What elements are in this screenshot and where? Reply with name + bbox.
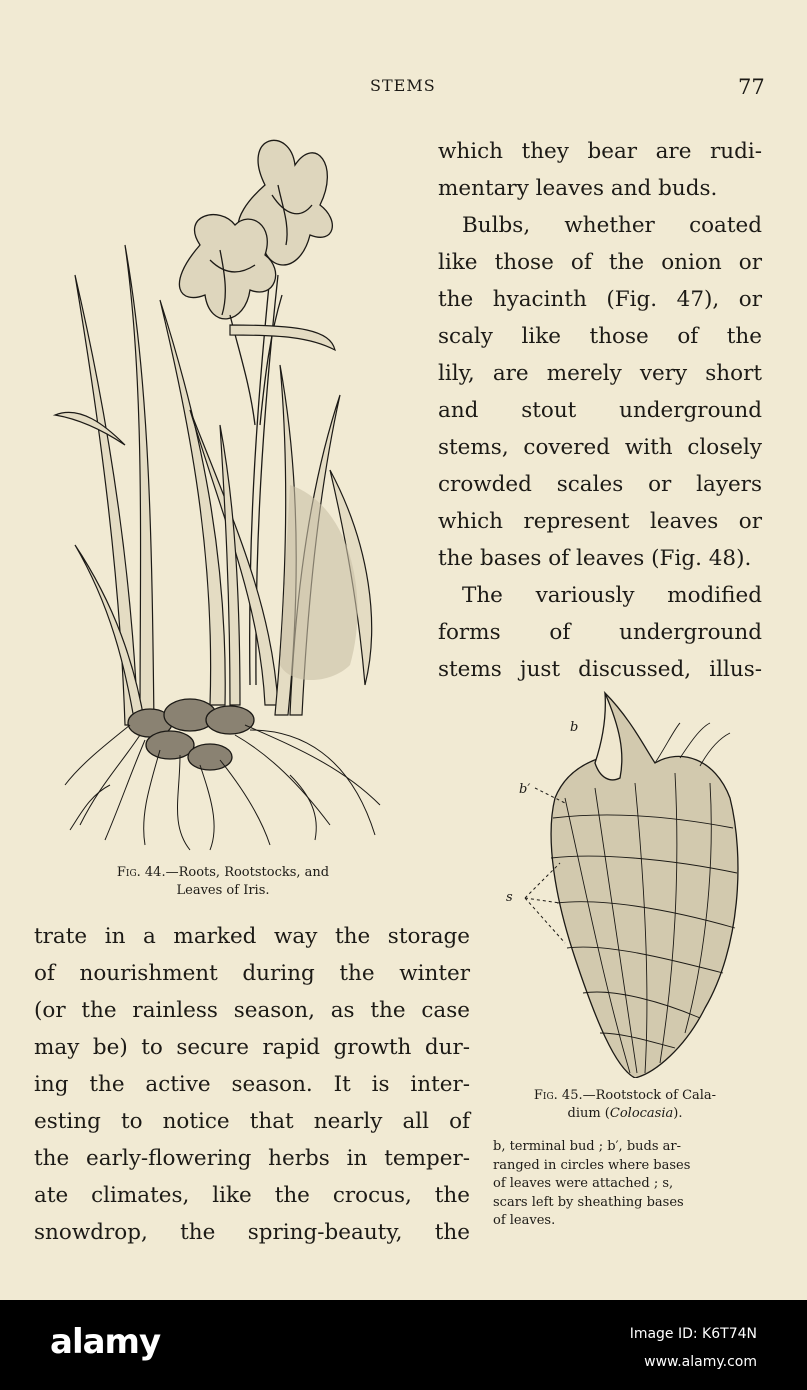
label-s: s [506,890,513,905]
figure-45-caption [495,1087,755,1123]
text-line: mentary leaves and buds. [438,176,718,201]
figure-44-caption-line2: Leaves of Iris. [176,883,270,898]
text-line: Bulbs, whether coated [462,213,762,238]
figure-44-label: Fig. 44. [116,865,166,880]
figure-44-caption-line1: —Roots, Rootstocks, and [165,865,330,880]
figure-45-legend [493,1138,755,1231]
text-line: crowded scales or layers [438,472,762,497]
text-line: like those of the onion or [438,250,762,275]
label-b: b [570,720,579,735]
text-line: and stout underground [438,398,762,423]
running-header [0,76,807,102]
text-line: stems, covered with closely [438,435,762,460]
figure-45-label: Fig. 45. [533,1088,583,1103]
legend-line: scars left by sheathing bases [493,1194,684,1210]
page-number: 77 [738,75,765,99]
text-line: the hyacinth (Fig. 47), or [438,287,762,312]
legend-line: of leaves. [493,1213,556,1228]
text-line: of nourishment during the winter [34,961,470,986]
stock-watermark-bar [0,1300,807,1390]
text-line: which represent leaves or [438,509,762,534]
text-line: forms of underground [438,620,762,645]
right-text-column [438,133,762,688]
text-line: (or the rainless season, as the case [34,998,470,1023]
text-line: ing the active season. It is inter- [34,1072,470,1097]
text-line: the early-flowering herbs in temper- [34,1146,470,1171]
text-line: trate in a marked way the storage [34,924,470,949]
left-text-column [34,918,470,1251]
text-line: stems just discussed, illus- [438,657,762,682]
figure-45-caption-line2-post: ). [673,1106,683,1121]
alamy-logo: alamy [50,1322,161,1362]
image-id: Image ID: K6T74N [629,1326,757,1342]
text-line: The variously modified [462,583,762,608]
figure-45-caption-species: Colocasia [609,1106,674,1121]
text-line: snowdrop, the spring-beauty, the [34,1220,470,1245]
text-line: ate climates, like the crocus, the [34,1183,470,1208]
label-b-prime: b′ [519,782,531,797]
text-line: may be) to secure rapid growth dur- [34,1035,470,1060]
watermark-info [630,1320,757,1376]
figure-44-caption [68,864,378,900]
caladium-rootstock-illustration [505,688,755,1078]
text-line: which they bear are rudi- [438,139,762,164]
legend-line: of leaves were attached ; s, [493,1176,674,1191]
running-title: STEMS [370,76,436,95]
legend-line: b, terminal bud ; b′, buds ar- [493,1139,681,1154]
text-line: esting to notice that nearly all of [34,1109,470,1134]
site-url: www.alamy.com [644,1354,757,1370]
iris-illustration [50,125,395,855]
legend-line: ranged in circles where bases [493,1157,691,1173]
figure-45-caption-line1: —Rootstock of Cala- [582,1088,717,1103]
figure-45-caption-line2-pre: dium ( [567,1106,610,1121]
text-line: scaly like those of the [438,324,762,349]
text-line: lily, are merely very short [438,361,762,386]
text-line: the bases of leaves (Fig. 48). [438,546,752,571]
